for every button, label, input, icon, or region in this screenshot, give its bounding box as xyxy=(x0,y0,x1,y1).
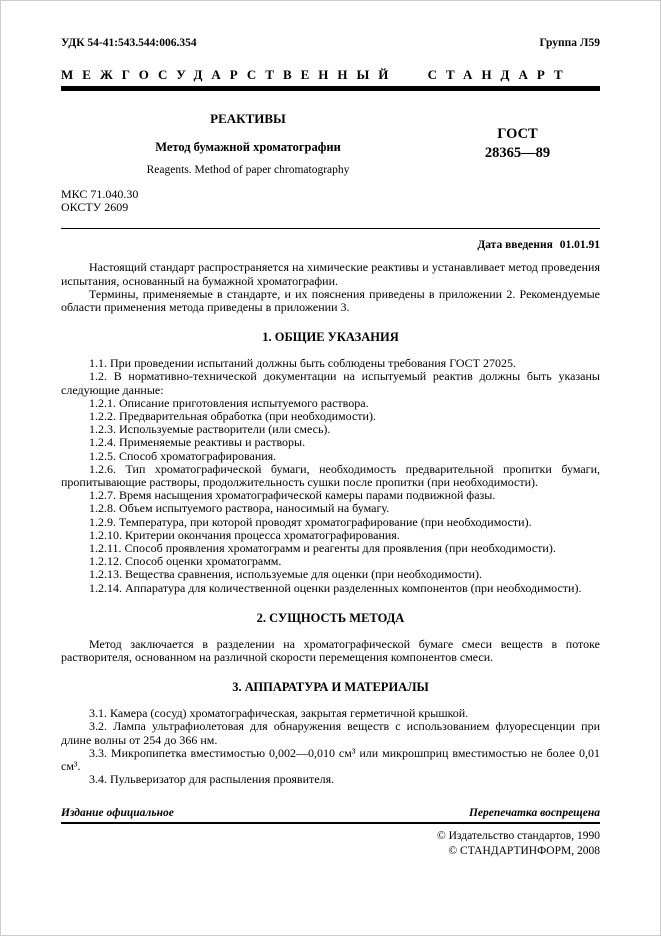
section-paragraph: 1.1. При проведении испытаний должны быть соблюдены требования ГОСТ 27025. xyxy=(89,356,516,371)
divider-rule xyxy=(61,228,600,229)
section-heading-1: 1. ОБЩИЕ УКАЗАНИЯ xyxy=(262,330,399,345)
copyright-line-2: © СТАНДАРТИНФОРМ, 2008 xyxy=(448,844,600,857)
footer-row xyxy=(61,807,600,824)
intro-paragraph: Настоящий стандарт распространяется на химические реактивы и устанавливает метод проведения испытания, основанный на бумажной хроматографии. xyxy=(61,260,600,288)
udk-code: УДК 54-41:543.544:006.354 xyxy=(61,37,197,49)
classification-codes xyxy=(61,188,600,214)
section-paragraph: 3.4. Пульверизатор для распыления проявителя. xyxy=(89,772,335,787)
title-main xyxy=(61,111,435,176)
document-header xyxy=(61,37,600,49)
section-paragraph: 1.2.3. Используемые растворители (или смесь). xyxy=(89,422,331,437)
section-paragraph: Метод заключается в разделении на хроматографической бумаге смеси веществ в потоке растворителя, основанном на различной скорости перемещения компонентов смеси. xyxy=(61,636,600,665)
section-paragraph: 1.2.5. Способ хроматографирования. xyxy=(89,448,277,463)
section-paragraph: 1.2.2. Предварительная обработка (при необходимости). xyxy=(89,409,376,423)
reprint-forbidden-label: Перепечатка воспрещена xyxy=(468,807,600,819)
section-paragraph: 1.2.10. Критерии окончания процесса хроматографирования. xyxy=(89,527,400,542)
section-paragraph: 1.2.1. Описание приготовления испытуемого раствора. xyxy=(89,395,369,410)
standard-banner: МЕЖГОСУДАРСТВЕННЫЙ СТАНДАРТ xyxy=(61,67,572,82)
document-subtitle: Метод бумажной хроматографии xyxy=(155,140,341,154)
document-title: РЕАКТИВЫ xyxy=(210,111,286,126)
section-paragraph: 1.2.12. Способ оценки хроматограмм. xyxy=(89,554,282,569)
intro-paragraph: Термины, применяемые в стандарте, и их пояснения приведены в приложении 2. Рекомендуемые области применения метода приведены в приложении 3. xyxy=(61,286,600,314)
section-heading-3: 3. АППАРАТУРА И МАТЕРИАЛЫ xyxy=(232,680,429,695)
document-footer xyxy=(61,807,600,859)
effective-date-label: Дата введения xyxy=(477,239,553,252)
okstu-code: ОКСТУ 2609 xyxy=(61,200,129,215)
section-paragraph: 1.2.9. Температура, при которой проводят хроматографирование (при необходимости). xyxy=(89,514,532,529)
section-paragraph: 1.2.7. Время насыщения хроматографической камеры парами подвижной фазы. xyxy=(89,488,496,503)
gost-designation xyxy=(435,125,600,161)
copyright-line-1: © Издательство стандартов, 1990 xyxy=(436,830,600,842)
section-paragraph: 1.2.13. Вещества сравнения, используемые для оценки (при необходимости). xyxy=(89,567,483,582)
section-paragraph: 1.2.8. Объем испытуемого раствора, наносимый на бумагу. xyxy=(89,501,390,516)
effective-date-value: 01.01.91 xyxy=(559,239,600,252)
title-block xyxy=(61,111,600,176)
section-paragraph: 1.2.11. Способ проявления хроматограмм и реагенты для проявления (при необходимости). xyxy=(89,541,556,556)
gost-label: ГОСТ xyxy=(497,126,538,143)
document-subtitle-en: Reagents. Method of paper chromatography xyxy=(146,164,350,176)
section-paragraph: 3.3. Микропипетка вместимостью 0,002—0,010 см³ или микрошприц вместимостью не более 0,01 см³. xyxy=(61,745,600,774)
banner-rule xyxy=(61,86,600,91)
section-paragraph: 1.2.6. Тип хроматографической бумаги, необходимость предварительной пропитки бумаги, пропитывающие растворы, продолжительность сушки после пропитки (при необходимости). xyxy=(61,461,600,490)
section-paragraph: 3.2. Лампа ультрафиолетовая для обнаружения веществ с использованием флуоресценции при длине волны от 254 до 366 нм. xyxy=(61,719,600,747)
section-heading-2: 2. СУЩНОСТЬ МЕТОДА xyxy=(256,610,405,625)
gost-number: 28365—89 xyxy=(484,144,551,161)
group-code: Группа Л59 xyxy=(539,37,600,49)
section-paragraph: 3.1. Камера (сосуд) хроматографическая, закрытая герметичной крышкой. xyxy=(89,706,469,721)
section-paragraph: 1.2. В нормативно-технической документации на испытуемый реактив должны быть указаны следующие данные: xyxy=(61,369,600,397)
copyright-block xyxy=(61,829,600,859)
section-paragraph: 1.2.4. Применяемые реактивы и растворы. xyxy=(89,435,306,450)
mks-code: МКС 71.040.30 xyxy=(61,187,139,201)
official-edition-label: Издание официальное xyxy=(61,807,174,819)
section-paragraph: 1.2.14. Аппаратура для количественной оценки разделенных компонентов (при необходимости). xyxy=(89,580,582,595)
effective-date xyxy=(61,239,600,251)
